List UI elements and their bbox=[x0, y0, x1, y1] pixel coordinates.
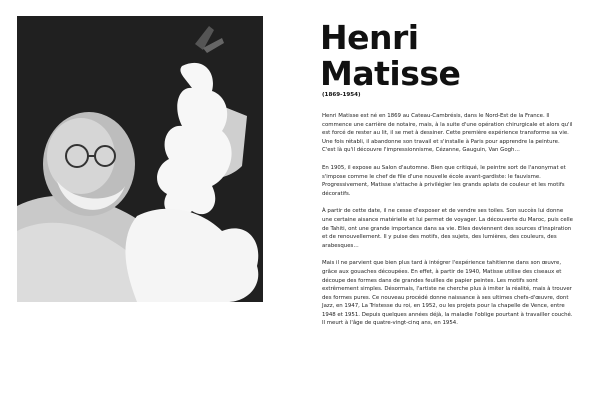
biography bbox=[322, 112, 574, 337]
artist-name bbox=[320, 20, 460, 92]
first-name: Henri bbox=[320, 18, 419, 57]
paragraph: Mais il ne parvient que bien plus tard à intégrer l'expérience tahitienne dans son œuvre, grâce aux gouaches découpées. En effet, à partir de 1940, Matisse utilise des ciseaux et découpe des formes dans de grandes feuilles de papier peintes. Les motifs sont extrêmement simples. Désormais, l'artiste ne cherche plus à imiter la réalité, mais à trouver des formes pures. Ce nouveau procédé donne naissance à ses ultimes chefs-d'œuvre, dont Jazz, en 1947, La Tristesse du roi, en 1952, ou les projets pour la chapelle de Vence, entre 1948 et 1951. Depuis quelques années déjà, la maladie l'oblige pourtant à travailler couché. Il meurt à l'âge de quatre-vingt-cinq ans, en 1954. bbox=[322, 260, 573, 327]
paragraph: Henri Matisse est né en 1869 au Cateau-Cambrésis, dans le Nord-Est de la France. Il commence une carrière de notaire, mais, à la suite d'une opération chirurgicale et alors qu'il est forcé de rester au lit, il se met à dessiner. Cette première expérience transforme sa vie. Une fois rétabli, il abandonne son travail et s'installe à Paris pour apprendre la peinture. C'est là qu'il découvre l'impressionnisme, Cézanne, Gauguin, Van Gogh… bbox=[322, 113, 573, 154]
paragraph: En 1905, il expose au Salon d'automne. Bien que critiqué, le peintre sort de l'anonymat et s'impose comme le chef de file d'une nouvelle école avant-gardiste: le fauvisme. Progressivement, Matisse s'attache à privilégier les grands aplats de couleur et les motifs décoratifs. bbox=[322, 164, 566, 197]
last-name: Matisse bbox=[320, 54, 461, 93]
paragraph: À partir de cette date, il ne cesse d'exposer et de vendre ses toiles. Son succès lui donne une certaine aisance matérielle et lui permet de voyager. La découverte du Maroc, puis celle de Tahiti, ont une grande importance dans sa vie. Elles deviennent des sources d'inspiration et de renouvellement. Il y puise des motifs, des sujets, des lumières, des couleurs, des arabesques… bbox=[322, 208, 573, 249]
portrait-photo bbox=[17, 16, 263, 302]
life-dates: (1869-1954) bbox=[322, 92, 361, 98]
photo-illustration bbox=[17, 16, 263, 302]
